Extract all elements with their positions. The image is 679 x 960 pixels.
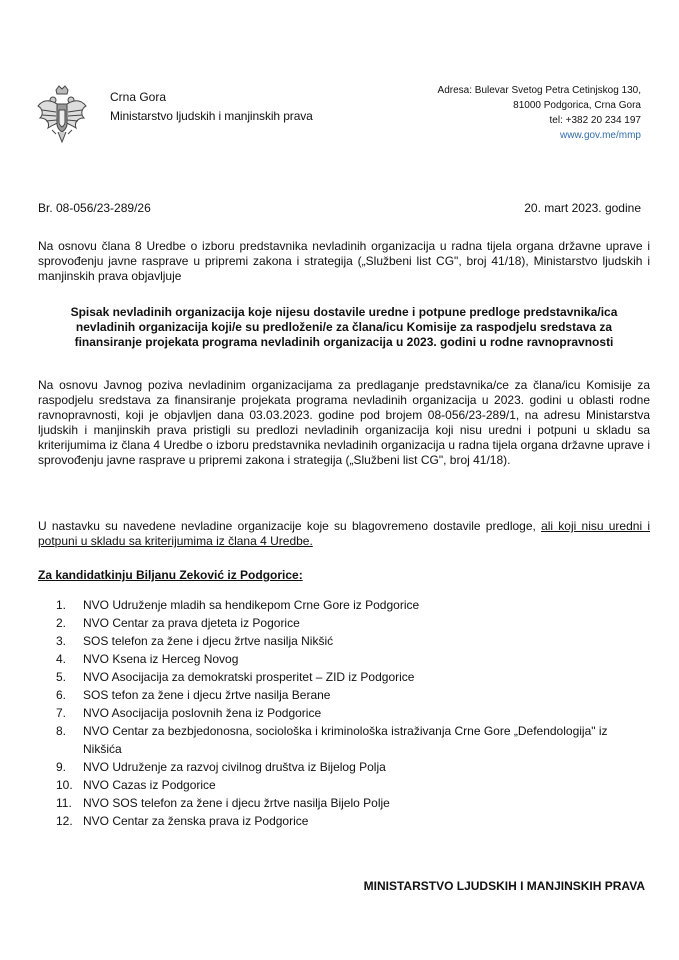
- notice-paragraph: [38, 519, 650, 549]
- list-item: 1. NVO Udruženje mladih sa hendikepom Crne Gore iz Podgorice: [56, 598, 420, 612]
- phone: tel: +382 20 234 197: [549, 115, 641, 126]
- list-item: 7. NVO Asocijacija poslovnih žena iz Podgorice: [56, 706, 322, 720]
- basis-paragraph: Na osnovu Javnog poziva nevladinim organizacijama za predlaganje predstavnika/ce za člana/icu Komisije za raspodjelu sredstava za finansiranje projekata programa nevladinih organizacija u 2023. godini u oblasti rodne ravnopravnosti, koji je objavljen dana 03.03.2023. godine pod brojem 08-056/23-289/1, na adresu Ministarstva ljudskih i manjinskih prava pristigli su predlozi nevladinih organizacija koji nisu uredni i potpuni u skladu sa kriterijumima iz člana 4 Uredbe o izboru predstavnika nevladinih organizacija u radna tijela organa državne uprave i sprovođenju javne rasprave u pripremi zakona i strategija („Službeni list CG", broj 41/18).: [38, 378, 650, 467]
- list-item: 8. NVO Centar za bezbjedonosna, sociološka i kriminološka istraživanja Crne Gore „Defendologija" iz Nikšića: [56, 724, 608, 756]
- list-item: 5. NVO Asocijacija za demokratski prosperitet – ZID iz Podgorice: [56, 670, 415, 684]
- list-item: 10. NVO Cazas iz Podgorice: [56, 778, 216, 792]
- website-link[interactable]: www.gov.me/mmp: [560, 130, 641, 141]
- list-item: 9. NVO Udruženje za razvoj civilnog društva iz Bijelog Polja: [56, 760, 386, 774]
- list-item: 3. SOS telefon za žene i djecu žrtve nasilja Nikšić: [56, 634, 334, 648]
- document-title: Spisak nevladinih organizacija koje nijesu dostavile uredne i potpune predloge predstavnika/ica nevladinih organizacija koji/e su predloženi/e za člana/icu Komisije za raspodjelu sredstava za finansiranje projekata programa nevladinih organizacija u 2023. godini u rodne ravnopravnosti: [70, 305, 618, 349]
- document-date: 20. mart 2023. godine: [524, 201, 641, 215]
- contact-block: [438, 83, 641, 143]
- notice-text: U nastavku su navedene nevladine organizacije koje su blagovremeno dostavile predloge,: [38, 519, 542, 533]
- ministry-name: Ministarstvo ljudskih i manjinskih prava: [110, 109, 313, 123]
- list-item: 4. NVO Ksena iz Herceg Novog: [56, 652, 239, 666]
- list-item: 6. SOS tefon za žene i djecu žrtve nasilja Berane: [56, 688, 331, 702]
- address-line2: 81000 Podgorica, Crna Gora: [513, 100, 641, 111]
- notice-underlined-text: ali koji nisu uredni i potpuni u skladu sa kriterijumima iz člana 4 Uredbe.: [38, 519, 650, 548]
- list-item: 12. NVO Centar za ženska prava iz Podgorice: [56, 814, 309, 828]
- country-name: Crna Gora: [110, 90, 167, 104]
- candidate-heading: Za kandidatkinju Biljanu Zeković iz Podgorice:: [38, 568, 303, 582]
- reference-number: Br. 08-056/23-289/26: [38, 201, 151, 215]
- signature-block: MINISTARSTVO LJUDSKIH I MANJINSKIH PRAVA: [363, 879, 645, 893]
- organization-list: [56, 596, 616, 830]
- intro-paragraph: Na osnovu člana 8 Uredbe o izboru predstavnika nevladinih organizacija u radna tijela organa državne uprave i sprovođenju javne rasprave u pripremi zakona i strategija („Službeni list CG", broj 41/18), Ministarstvo ljudskih i manjinskih prava objavljuje: [38, 239, 650, 283]
- ministry-heading: [110, 88, 313, 126]
- address-line1: Adresa: Bulevar Svetog Petra Cetinjskog 130,: [437, 85, 641, 96]
- list-item: 2. NVO Centar za prava djeteta iz Pogorice: [56, 616, 300, 630]
- coat-of-arms-icon: [36, 84, 88, 146]
- list-item: 11. NVO SOS telefon za žene i djecu žrtve nasilja Bijelo Polje: [56, 796, 390, 810]
